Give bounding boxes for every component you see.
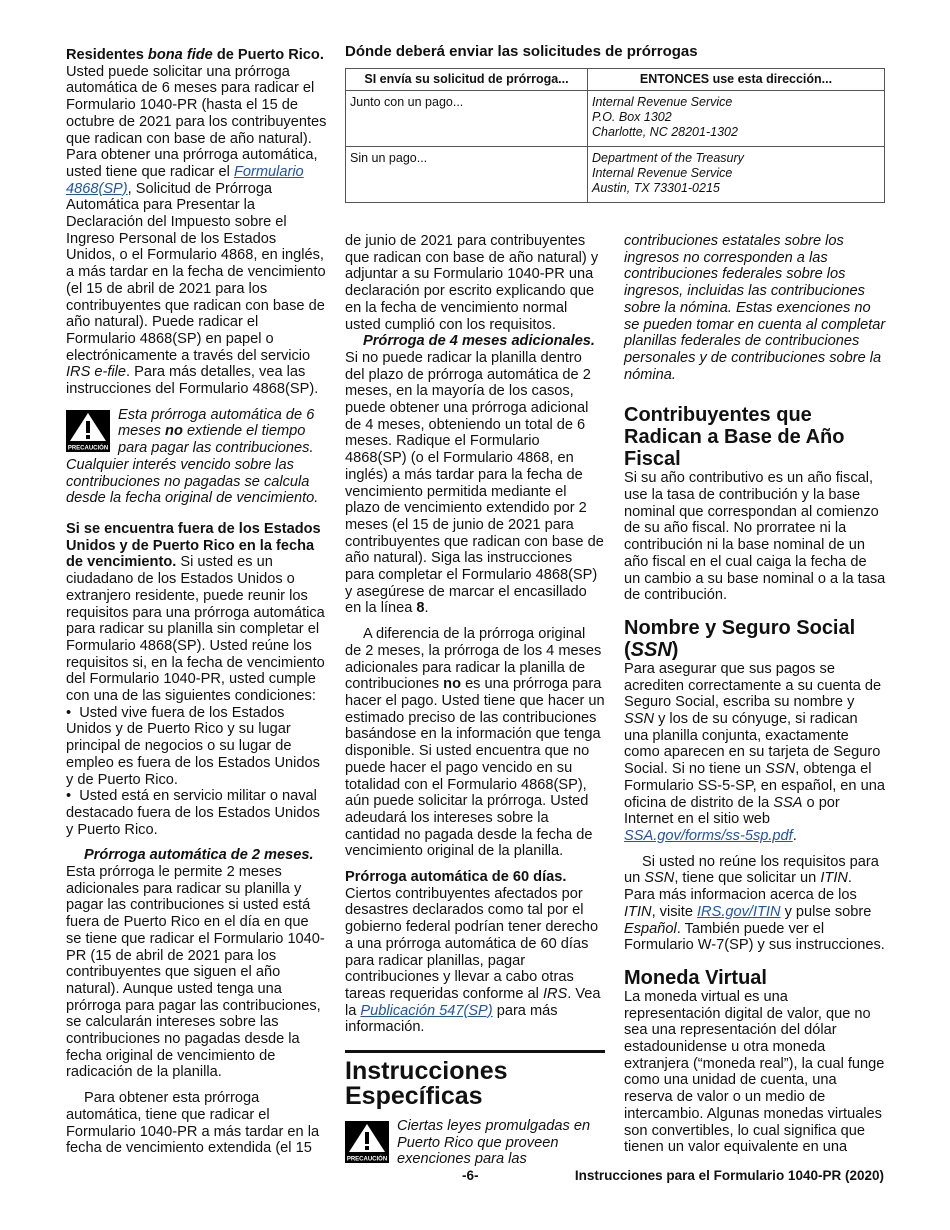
fiscal-year-heading: Contribuyentes que Radican a Base de Año Fiscal	[624, 404, 845, 471]
text: o por Internet en el sitio web	[624, 794, 840, 828]
text: . Para más informacion acerca de los	[624, 870, 857, 904]
outside-us-paragraph	[66, 521, 328, 705]
where-to-send-section	[345, 43, 885, 203]
continued-paragraph: de junio de 2021 para contribuyentes que radican con base de año natural) y adjuntar a su Formulario 1040-PR una declaración por escrito explicando que en la fecha de vencimiento normal usted cumplió con los requisitos.	[345, 233, 599, 333]
paragraph-heading: Si se encuentra fuera de los Estados Unidos y de Puerto Rico en la fecha de vencimiento.	[66, 520, 321, 571]
form-4868sp-link[interactable]: Formulario 4868(SP)	[66, 163, 304, 197]
address-line: Austin, TX 73301-0215	[592, 181, 720, 195]
address-line: Charlotte, NC 28201-1302	[592, 125, 738, 139]
text: Si no puede radicar la planilla dentro del plazo de prórroga automática de 2 meses, en la mayoría de los casos, puede obtener una prórroga adicional de 4 meses, obteniendo un total de 6 meses. Radique el Formulario 4868(SP) (o el Formulario 4868, en inglés) a más tardar para la fecha de vencimiento permitida mediante el plazo de vencimiento extendido por 2 meses (el 15 de junio de 2021 para contribuyentes que radican con base de año natural). Siga las instrucciones para completar el Formulario 4868(SP) y asegúrese de marcar el encasillado en la línea	[345, 349, 604, 617]
pub-547sp-link[interactable]: Publicación 547(SP)	[360, 1002, 493, 1019]
heading-italic: SSN	[630, 638, 672, 661]
address-line: Internal Revenue Service	[592, 95, 733, 109]
bold-text: no	[443, 676, 462, 693]
ssn-text: SSN	[765, 761, 796, 778]
irs-efile-text: IRS e-file	[66, 364, 127, 381]
address-table	[345, 68, 885, 203]
caution-icon	[66, 410, 110, 452]
irs-itin-link[interactable]: IRS.gov/ITIN	[697, 903, 781, 920]
table-row	[346, 91, 885, 147]
list-item-text: Usted está en servicio militar o naval destacado fuera de los Estados Unidos y Puerto Rico.	[66, 788, 320, 838]
caution-icon	[345, 1121, 389, 1163]
two-month-paragraph	[66, 847, 328, 864]
obtain-extension-paragraph: Para obtener esta prórroga automática, tiene que radicar el Formulario 1040-PR a más tardar en la fecha de vencimiento extendida (el 15	[66, 1090, 320, 1157]
text: Si usted no reúne los requisitos para un	[624, 853, 879, 887]
four-month-paragraph	[345, 333, 605, 617]
continued-caution-text: contribuciones estatales sobre los ingresos no corresponden a las contribuciones federales sobre los ingresos, incluidas las contribuciones sobre la nómina. Estas exenciones no se pueden tomar en cuenta al completar planillas federales de contribuciones personales y de contribuciones sobre la nómina.	[624, 233, 886, 383]
difference-paragraph	[345, 626, 605, 860]
caution-text: Ciertas leyes promulgadas en Puerto Rico que proveen exenciones para las	[397, 1118, 591, 1168]
address-cell	[588, 147, 885, 203]
ssn-text: SSN	[624, 711, 655, 728]
text: y pulse sobre	[780, 903, 872, 920]
paragraph-heading: Prórroga de 4 meses adicionales.	[363, 333, 595, 350]
text: . Vea la	[345, 985, 601, 1019]
heading-part: Nombre y Seguro Social (	[624, 616, 856, 661]
caution-note	[345, 1118, 605, 1168]
ssn-text: SSN	[644, 870, 675, 887]
itin-text: ITIN	[624, 903, 652, 920]
text: , visite	[651, 903, 697, 920]
text: , tiene que solicitar un	[674, 870, 821, 887]
list-item-text: Usted vive fuera de los Estados Unidos y de Puerto Rico y su lugar principal de negocios o su lugar de empleo es fuera de los Estados Unidos y de Puerto Rico.	[66, 704, 320, 788]
middle-column	[345, 233, 605, 1168]
text: , Solicitud de Prórroga Automática para Presentar la Declaración del Impuesto sobre el Ingreso Personal de los Estados Unidos, o el Formulario 4868, en inglés, a más tardar en la fecha de vencimiento (el 15 de abril de 2021 para los contribuyentes que radican con base de año natural). Puede radicar el Formulario 4868(SP) en papel o electrónicamente a través del servicio	[66, 180, 326, 364]
irs-text: IRS	[542, 985, 568, 1002]
heading-part: Residentes	[66, 47, 148, 63]
address-cell	[588, 91, 885, 147]
right-column	[624, 233, 886, 1156]
section-title: Instrucciones Específicas	[345, 1057, 508, 1111]
text: Usted puede solicitar una prórroga automática de 6 meses para radicar el Formulario 1040-PR (hasta el 15 de octubre de 2021 para los contribuyentes que radican con base de año natural). Para obtener una prórroga automática, usted tiene que radicar el	[66, 63, 327, 180]
address-line: Department of the Treasury	[592, 151, 744, 165]
page-number: -6-	[462, 1168, 479, 1183]
itin-text: ITIN	[820, 870, 848, 887]
bold-text: 8	[416, 600, 425, 617]
virtual-currency-paragraph: La moneda virtual es una representación digital de valor, que no sea una representación del dólar estadounidense u otra moneda extranjera (“moneda real”), la cual funge como una unidad de cuenta, una reserva de valor o un medio de intercambio. Algunas monedas virtuales son convertibles, lo cual significa que tienen un valor equivalente en una	[624, 988, 885, 1156]
text: , obtenga el Formulario SS-5-SP, en español, en una oficina de distrito de la	[624, 761, 885, 811]
text: .	[424, 600, 429, 617]
heading-part: de Puerto Rico.	[212, 47, 324, 63]
text: y los de su cónyuge, si radican una planilla conjunta, exactamente como aparecen en su tarjeta de Seguro Social. Si no tiene un	[624, 711, 881, 778]
text: A diferencia de la prórroga original de 2 meses, la prórroga de los 4 meses adicionales para radicar la planilla de contribuciones	[345, 626, 602, 693]
ssn-heading	[624, 617, 886, 661]
footer-title: Instrucciones para el Formulario 1040-PR (2020)	[574, 1168, 884, 1183]
paragraph-heading: Prórroga automática de 2 meses.	[84, 847, 314, 864]
text: Si usted es un ciudadano de los Estados Unidos o extranjero residente, puede reunir los requisitos para una prórroga automática para radicar su planilla sin completar el Formulario 4868(SP). Usted reúne los requisitos si, en la fecha de vencimiento del Formulario 1040-PR, usted cumple con una de las siguientes condiciones:	[66, 554, 325, 705]
left-column	[66, 47, 328, 1157]
heading-part: )	[671, 638, 679, 661]
address-line: P.O. Box 1302	[592, 110, 672, 124]
list-item: • Usted vive fuera de los Estados Unidos y de Puerto Rico y su lugar principal de negocios o su lugar de empleo es fuera de los Estados Unidos y de Puerto Rico.	[66, 704, 320, 788]
condition-cell: Junto con un pago...	[346, 91, 588, 147]
text: extiende el tiempo para pagar las contribuciones. Cualquier interés vencido sobre las contribuciones no pagadas se calcula desde la fecha original de vencimiento.	[66, 423, 319, 507]
text: . También puede ver el Formulario W-7(SP) y sus instrucciones.	[624, 920, 885, 954]
two-month-text: Esta prórroga le permite 2 meses adicionales para radicar su planilla y pagar las contribuciones si usted está fuera de Puerto Rico en el día en que se tiene que radicar el Formulario 1040-PR (15 de abril de 2021 para los contribuyentes que siguen el año natural). Aunque usted tenga una prórroga para pagar las contribuciones, se calcularán intereses sobre las contribuciones no pagadas desde la fecha original de vencimiento de radicación de la planilla.	[66, 864, 325, 1081]
section-heading: Dónde deberá enviar las solicitudes de prórrogas	[345, 43, 698, 60]
list-item: • Usted está en servicio militar o naval destacado fuera de los Estados Unidos y Puerto Rico.	[66, 788, 320, 838]
text: Ciertos contribuyentes afectados por desastres declarados como tal por el gobierno federal podrían tener derecho a una prórroga automática de 60 días para radicar planillas, pagar contribuciones y llevar a cabo otras tareas requeridas conforme al	[345, 885, 599, 1002]
espanol-text: Español	[624, 920, 677, 937]
column-header: SI envía su solicitud de prórroga...	[346, 69, 588, 91]
text: .	[792, 827, 797, 844]
section-rule	[345, 1050, 605, 1053]
text: . Para más detalles, vea las instrucciones del Formulario 4868(SP).	[66, 364, 319, 398]
ssa-text: SSA	[773, 794, 803, 811]
heading-italic: bona fide	[147, 47, 213, 63]
caution-label: PRECAUCIÓN	[346, 1156, 388, 1163]
caution-label: PRECAUCIÓN	[67, 445, 109, 452]
bold-text: no	[165, 423, 183, 440]
sixty-day-paragraph	[345, 869, 605, 1036]
ssa-form-link[interactable]: SSA.gov/forms/ss-5sp.pdf	[624, 827, 793, 844]
text: es una prórroga para hacer el pago. Usted tiene que hacer un estimado preciso de las contribuciones basándose en la información que tenga disponible. Si usted encuentra que no puede hacer el pago vencido en su totalidad con el Formulario 4868(SP), aún puede solicitar la prórroga. Usted adeudará los intereses sobre la cantidad no pagada desde la fecha de vencimiento original de la planilla.	[345, 676, 605, 860]
itin-paragraph	[624, 854, 886, 954]
bona-fide-paragraph	[66, 47, 328, 398]
text: Para asegurar que sus pagos se acrediten correctamente a su cuenta de Seguro Social, escriba su nombre y	[624, 660, 882, 711]
paragraph-heading: Prórroga automática de 60 días.	[345, 869, 567, 886]
text: para más información.	[345, 1002, 558, 1036]
ssn-paragraph	[624, 661, 886, 845]
conditions-list	[66, 705, 328, 839]
address-line: Internal Revenue Service	[592, 166, 733, 180]
condition-cell: Sin un pago...	[346, 147, 588, 203]
caution-note	[66, 407, 328, 507]
text: Esta prórroga automática de 6 meses	[118, 406, 315, 440]
virtual-currency-heading: Moneda Virtual	[624, 966, 767, 989]
column-header: ENTONCES use esta dirección...	[588, 69, 885, 91]
table-row	[346, 147, 885, 203]
fiscal-year-paragraph: Si su año contributivo es un año fiscal, use la tasa de contribución y la base nominal que correspondan al comienzo de su año fiscal. No prorratee ni la contribución ni la base nominal de un año fiscal en el cual caiga la fecha de un cambio a su base nominal o a la tasa de contribución.	[624, 470, 886, 604]
